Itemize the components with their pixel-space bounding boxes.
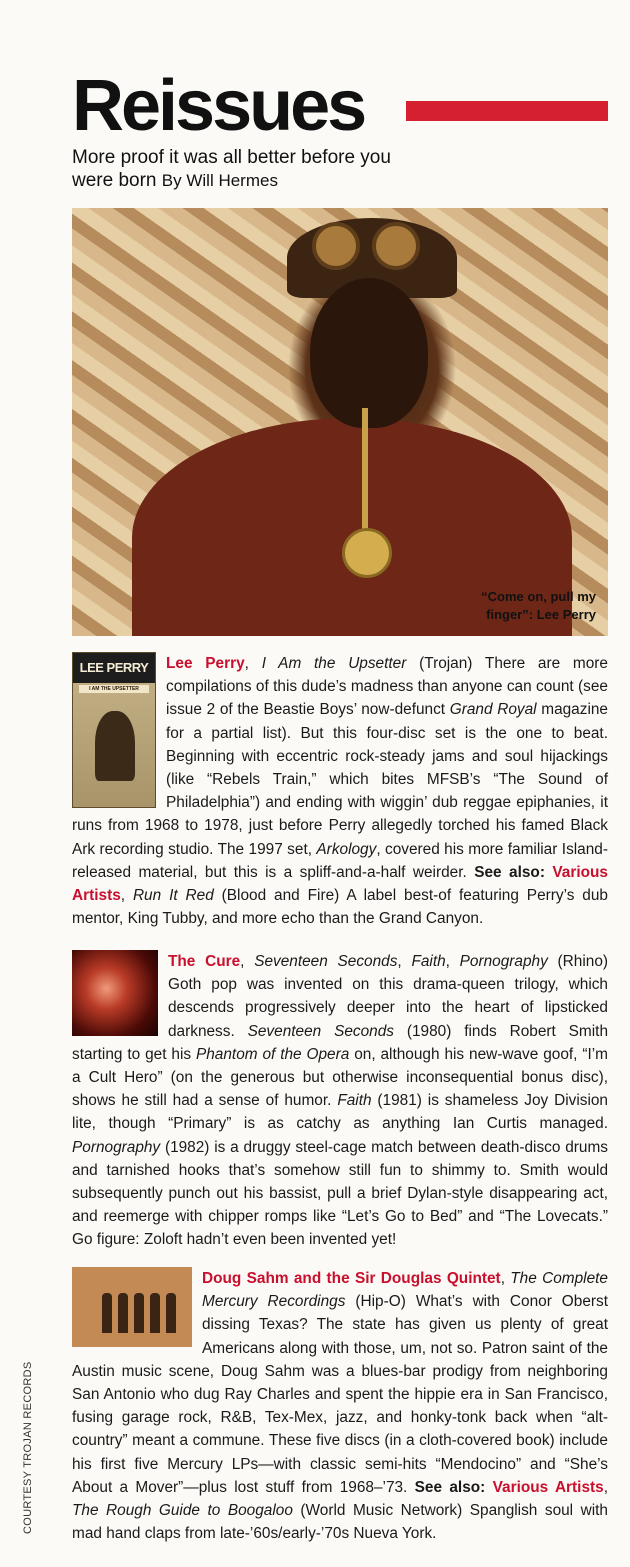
album-title: Faith — [411, 953, 446, 970]
separator: , — [445, 953, 460, 970]
photo-caption: “Come on, pull my finger”: Lee Perry — [481, 589, 596, 622]
see-also-label: See also: — [474, 863, 545, 881]
photo-medal-shape — [342, 528, 392, 578]
album-cover-lee-perry — [72, 652, 156, 808]
photo-face-shape — [310, 278, 428, 428]
title-accent-bar — [406, 101, 608, 121]
see-also-artist: Various Artists — [485, 1478, 604, 1496]
italic-title: Pornography — [72, 1138, 161, 1156]
record-label: (Trojan) — [406, 655, 485, 672]
review-the-cure — [72, 950, 608, 1252]
see-also-album: Run It Red — [132, 887, 214, 905]
cover-figure-shape — [95, 711, 135, 781]
review-doug-sahm — [72, 1267, 608, 1545]
separator: , — [120, 887, 133, 905]
cover-person-shape — [118, 1293, 128, 1333]
photo-goggle-right — [372, 222, 420, 270]
review-body: There are more compilations of this dude’s madness than anyone can count (see issue 2 of the Beastie Boys’ now-defunct — [166, 655, 608, 719]
cover-person-shape — [150, 1293, 160, 1333]
cover-person-shape — [102, 1293, 112, 1333]
cover-person-shape — [166, 1293, 176, 1333]
review-body: (1982) is a druggy steel-cage match between death-disco drums and tarnished hooks that’s somehow still fun to shimmy to. Smith would subsequently punch out his bassist, pull a brief Dylan-style disappearing act, and reemerge with chipper romps like “Let’s Go to Bed” and “The Lovecats.” Go figure: Zoloft hadn’t even been invented yet! — [72, 1138, 608, 1249]
separator: , — [500, 1270, 511, 1287]
album-cover-the-cure — [72, 950, 158, 1036]
see-also-album: The Rough Guide to Boogaloo — [72, 1502, 293, 1520]
record-label: (Hip-O) — [345, 1293, 416, 1311]
byline: By Will Hermes — [161, 171, 278, 190]
artist-name: Doug Sahm and the Sir Douglas Quintet — [202, 1270, 501, 1287]
album-title: I Am the Upsetter — [261, 655, 407, 672]
separator: , — [244, 655, 262, 672]
review-lee-perry — [72, 652, 608, 930]
see-also-text: (Blood and Fire) A label best-of featuring Perry’s dub mentor, King Tubby, and more echo than the Grand Canyon. — [72, 887, 608, 928]
italic-title: Faith — [337, 1092, 372, 1110]
cover-sub-text: I AM THE UPSETTER — [89, 686, 139, 692]
artist-name: The Cure — [168, 953, 241, 970]
see-also-label: See also: — [414, 1478, 486, 1496]
record-label: (Rhino) — [547, 953, 609, 970]
cover-band-text: LEE PERRY — [79, 660, 149, 675]
page-title: Reissues — [72, 66, 365, 146]
italic-title: Arkology — [316, 840, 377, 858]
album-title: Seventeen Seconds — [254, 953, 398, 970]
photo-credit: COURTESY TROJAN RECORDS — [22, 1361, 34, 1534]
separator: , — [397, 953, 412, 970]
separator: , — [603, 1478, 608, 1496]
italic-title: Phantom of the Opera — [195, 1045, 350, 1063]
photo-goggle-left — [312, 222, 360, 270]
italic-title: Grand Royal — [449, 701, 537, 719]
cover-person-shape — [134, 1293, 144, 1333]
album-title: Pornography — [459, 953, 548, 970]
review-body: , covered his more familiar Island-released material, but this is a spliff-and-a-half weirder. — [72, 840, 608, 881]
review-body: (1980) finds Robert Smith starting to get his — [72, 1022, 609, 1063]
cover-title-band — [73, 653, 155, 683]
album-title: The Complete Mercury Recordings — [202, 1270, 608, 1311]
see-also-artist: Various Artists — [72, 863, 608, 905]
italic-title: Seventeen Seconds — [247, 1022, 394, 1040]
review-body: (1981) is shameless Joy Division lite, though “Primary” is as catchy as anything Ian Curtis managed. — [72, 1092, 608, 1133]
subtitle-text: More proof it was all better before you were born — [72, 147, 391, 191]
subtitle — [72, 146, 432, 192]
separator: , — [240, 953, 255, 970]
album-cover-doug-sahm — [72, 1267, 192, 1347]
artist-name: Lee Perry — [166, 655, 245, 672]
review-body: magazine for a partial list). But this four-disc set is the one to beat. Beginning with eccentric rock-steady jams and soul hijackings (like “Rebels Train,” which bites MFSB’s “The Sound of Philadelphia”) and ending with wiggin’ dub reggae epiphanies, it runs from 1968 to 1978, just before Perry allegedly torched his famed Black Ark recording studio. The 1997 set, — [72, 701, 608, 858]
cover-subtitle-band — [79, 685, 149, 693]
review-body: What’s with Conor Oberst dissing Texas? The state has given us plenty of great Americans along with those, um, not so. Patron saint of the Austin music scene, Doug Sahm was a blues-bar prodigy from neighboring San Antonio who dug Ray Charles and spent the hippie era in San Francisco, fusing garage rock, R&B, Tex-Mex, jazz, and honky-tonk back when “alt-country” meant a commune. These five discs (in a cloth-covered book) include his first five Mercury LPs—with classic semi-hits “Mendocino” and “She’s About a Mover”—plus lost stuff from 1968–’73. — [72, 1293, 608, 1496]
see-also-text: (World Music Network) Spanglish soul with mad hand claps from late-’60s/early-’70s Nueva York. — [72, 1502, 608, 1543]
photo-chain-shape — [362, 408, 368, 538]
review-body: on, although his new-wave goof, “I’m a Cult Hero” (on the generous but otherwise inconsequential bonus disc), shows he still had a sense of humor. — [72, 1045, 608, 1110]
review-body: Goth pop was invented on this drama-queen trilogy, which descends progressively deeper into the heart of lipsticked darkness. — [168, 976, 608, 1040]
lee-perry-photo — [72, 208, 608, 636]
